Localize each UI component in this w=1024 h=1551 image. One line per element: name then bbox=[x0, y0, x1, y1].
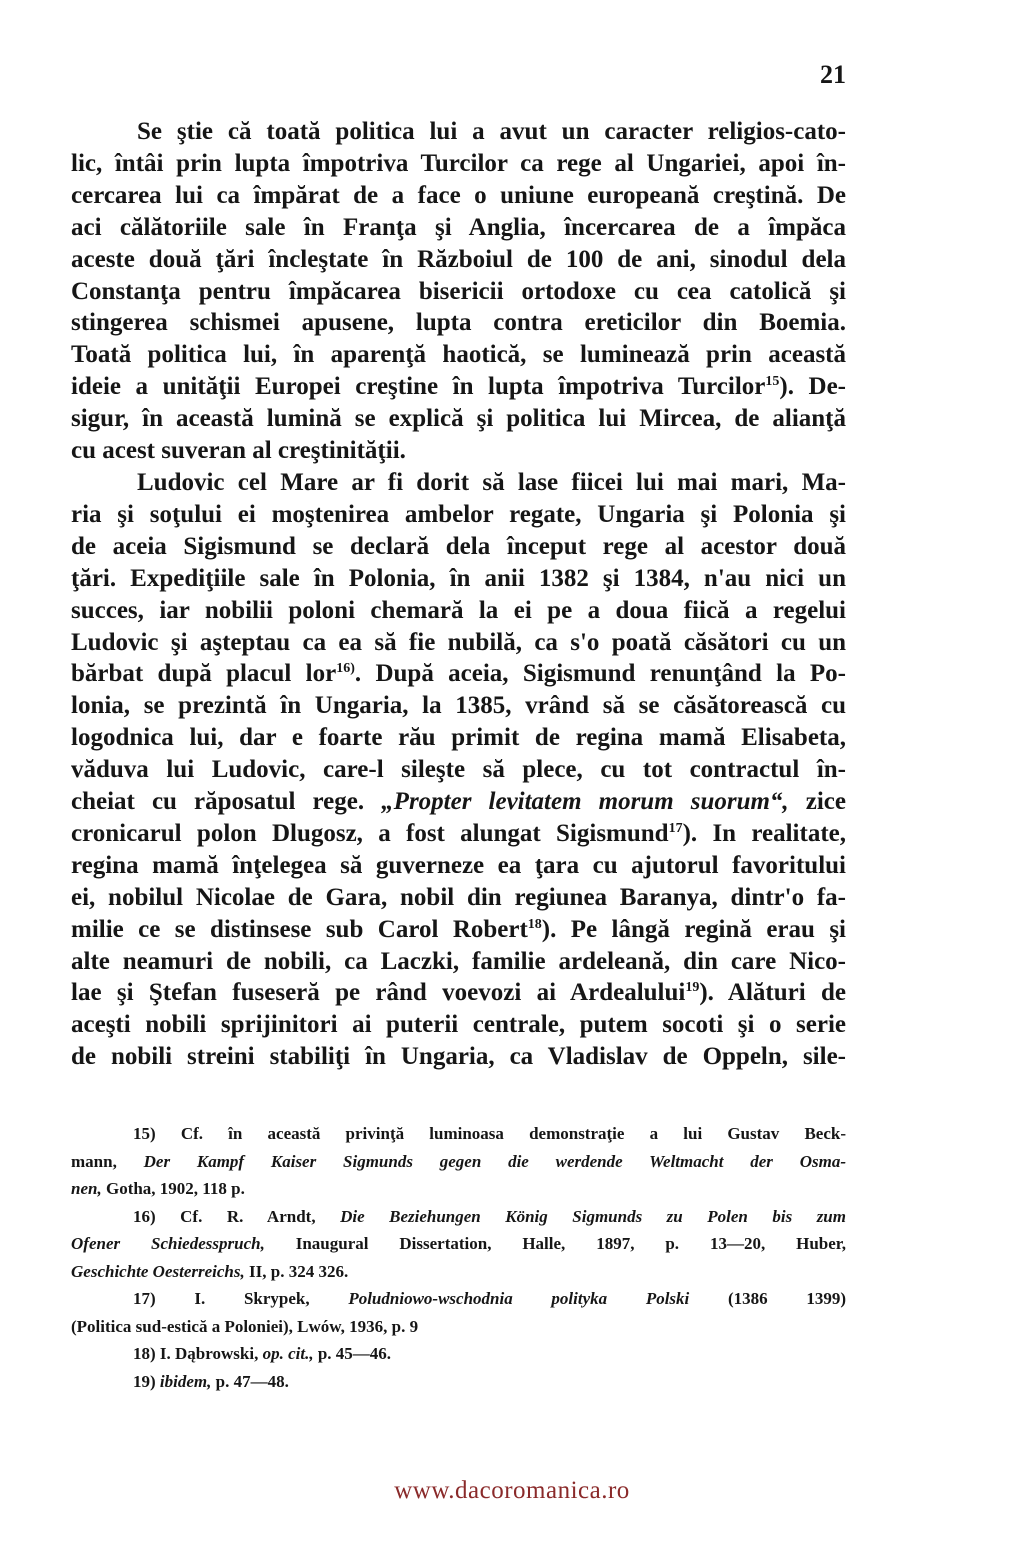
text-fragment: . După aceia, Sigismund renunţând la Po- bbox=[354, 660, 846, 688]
book-title: op. cit., bbox=[262, 1344, 314, 1363]
text-fragment: ). In realitate, bbox=[682, 819, 846, 847]
text-line: stingerea schismei apusene, lupta contra ereticilor din Boemia. bbox=[71, 309, 846, 337]
footnote-line: (Politica sud-estică a Poloniei), Lwów, 1936, p. 9 bbox=[71, 1316, 419, 1336]
text-fragment: mann, bbox=[71, 1151, 117, 1171]
footnote-17 bbox=[71, 1285, 846, 1313]
text-line: logodnica lui, dar e foarte rău primit de regina mamă Elisabeta, bbox=[71, 724, 846, 752]
text-fragment: (1386 1399) bbox=[689, 1289, 847, 1308]
text-line bbox=[71, 818, 846, 850]
book-title: Geschichte Oesterreichs, bbox=[71, 1261, 245, 1281]
footnotes bbox=[71, 1120, 846, 1395]
text-fragment: cronicarul polon Dlugosz, a fost alungat Sigismund bbox=[71, 819, 669, 847]
text-line: lonia, se prezintă în Ungaria, la 1385, vrând să se căsătorească cu bbox=[71, 692, 846, 720]
text-line: ţări. Expediţiile sale în Polonia, în anii 1382 şi 1384, n'au nici un bbox=[71, 564, 846, 592]
text-line: de nobili streini stabiliţi în Ungaria, ca Vladislav de Oppeln, sile- bbox=[71, 1043, 846, 1071]
book-title: Die Beziehungen König Sigmunds zu Polen bis zum bbox=[340, 1206, 846, 1226]
text-line: regina mamă înţelegea să guverneze ea ţara cu ajutorul favoritului bbox=[71, 851, 846, 879]
text-fragment: II, p. 324 326. bbox=[244, 1261, 349, 1281]
footnote-ref-15: 15 bbox=[765, 374, 780, 390]
text-line: ei, nobilul Nicolae de Gara, nobil din regiunea Baranya, dintr'o fa- bbox=[71, 883, 846, 911]
footnote-19 bbox=[71, 1368, 846, 1396]
text-line: lic, întâi prin lupta împotriva Turcilor ca rege al Ungariei, apoi în- bbox=[71, 149, 846, 177]
book-title: Ofener Schiedesspruch, bbox=[71, 1234, 265, 1253]
text-fragment: 19) bbox=[133, 1371, 156, 1391]
text-line: cu acest suveran al creştinităţii. bbox=[71, 437, 406, 465]
book-title: ibidem, bbox=[159, 1371, 212, 1391]
text-line: de aceia Sigismund se declară dela început rege al acestor două bbox=[71, 532, 846, 560]
text-line: aci călătoriile sale în Franţa şi Anglia, încercarea de a împăca bbox=[71, 213, 846, 241]
footnote-18 bbox=[71, 1340, 846, 1368]
text-fragment: 17) I. Skrypek, bbox=[133, 1289, 310, 1308]
text-fragment: ). De- bbox=[779, 373, 846, 401]
text-line: Toată politica lui, în aparenţă haotică, se luminează prin această bbox=[71, 341, 846, 369]
text-line: aceşti nobili sprijinitori ai puterii centrale, putem socoti şi o serie bbox=[71, 1011, 846, 1039]
text-fragment: ). Alături de bbox=[699, 979, 847, 1007]
text-fragment: bărbat după placul lor bbox=[71, 660, 337, 688]
footnote-ref-16: 16) bbox=[336, 661, 355, 677]
text-fragment: 18) I. Dąbrowski, bbox=[133, 1344, 259, 1363]
text-line: cercarea lui ca împărat de a face o uniune europeană creştină. De bbox=[71, 181, 846, 209]
text-line: sigur, în această lumină se explică şi politica lui Mircea, de alianţă bbox=[71, 405, 846, 433]
text-line: Ludovic şi aşteptau ca ea să fie nubilă, ca s'o poată căsători cu un bbox=[71, 628, 846, 656]
text-fragment: milie ce se distinsese sub Carol Robert bbox=[71, 915, 528, 943]
text-line bbox=[71, 786, 846, 818]
book-title: Poludniowo-wschodnia polityka Polski bbox=[348, 1289, 690, 1308]
text-fragment: Gotha, 1902, 118 p. bbox=[101, 1179, 245, 1198]
latin-quote: „Propter levitatem morum suorum“, bbox=[381, 788, 789, 816]
body-text bbox=[71, 116, 846, 1073]
footnote-ref-18: 18 bbox=[527, 916, 542, 932]
text-line: ria şi soţului ei moştenirea ambelor regate, Ungaria şi Polonia şi bbox=[71, 500, 846, 528]
text-line: Se ştie că toată politica lui a avut un caracter religios-cato- bbox=[137, 118, 846, 145]
text-fragment: lae şi Ştefan fuseseră pe rând voevozi ai Ardealului bbox=[71, 979, 686, 1007]
footnote-ref-17: 17 bbox=[668, 820, 683, 836]
text-fragment: zice bbox=[788, 788, 846, 816]
text-line: aceste două ţări încleştate în Războiul de 100 de ani, sinodul dela bbox=[71, 245, 846, 273]
watermark-link[interactable]: www.dacoromanica.ro bbox=[394, 1477, 630, 1504]
footnote-16 bbox=[71, 1203, 846, 1231]
book-title: nen, bbox=[71, 1179, 102, 1198]
text-fragment: ideie a unităţii Europei creştine în lupta împotriva Turcilor bbox=[71, 373, 766, 401]
text-line bbox=[71, 371, 846, 403]
text-line: succes, iar nobilii poloni chemară la ei pe a doua fiică a regelui bbox=[71, 596, 846, 624]
text-fragment: p. 47—48. bbox=[211, 1371, 289, 1391]
book-title: Der Kampf Kaiser Sigmunds gegen die werdende Weltmacht der Osma- bbox=[143, 1151, 846, 1171]
text-fragment: 16) Cf. R. Arndt, bbox=[133, 1206, 316, 1226]
text-line bbox=[71, 914, 846, 946]
text-line: Ludovic cel Mare ar fi dorit să lase fiicei lui mai mari, Ma- bbox=[137, 468, 846, 496]
text-line bbox=[71, 977, 846, 1009]
footnote-line bbox=[71, 1175, 846, 1203]
text-line: Constanţa pentru împăcarea bisericii ortodoxe cu cea catolică şi bbox=[71, 277, 846, 305]
text-fragment: ). Pe lângă regină erau şi bbox=[541, 915, 846, 943]
footnote-line bbox=[71, 1230, 846, 1258]
page-number: 21 bbox=[820, 60, 846, 89]
text-fragment: p. 45—46. bbox=[313, 1344, 392, 1363]
text-line: văduva lui Ludovic, care-l sileşte să plece, cu tot contractul în- bbox=[71, 756, 846, 784]
footnote-line bbox=[71, 1148, 846, 1176]
text-fragment: Inaugural Dissertation, Halle, 1897, p. 13—20, Huber, bbox=[264, 1234, 847, 1253]
footnote-line bbox=[71, 1258, 846, 1286]
footnote-ref-19: 19 bbox=[685, 980, 700, 996]
text-line bbox=[71, 658, 846, 690]
footnote-15: 15) Cf. în această privinţă luminoasa demonstraţie a lui Gustav Beck- bbox=[133, 1124, 846, 1143]
text-line: alte neamuri de nobili, ca Laczki, familie ardeleană, din care Nico- bbox=[71, 947, 846, 975]
text-fragment: cheiat cu răposatul rege. bbox=[71, 788, 365, 816]
